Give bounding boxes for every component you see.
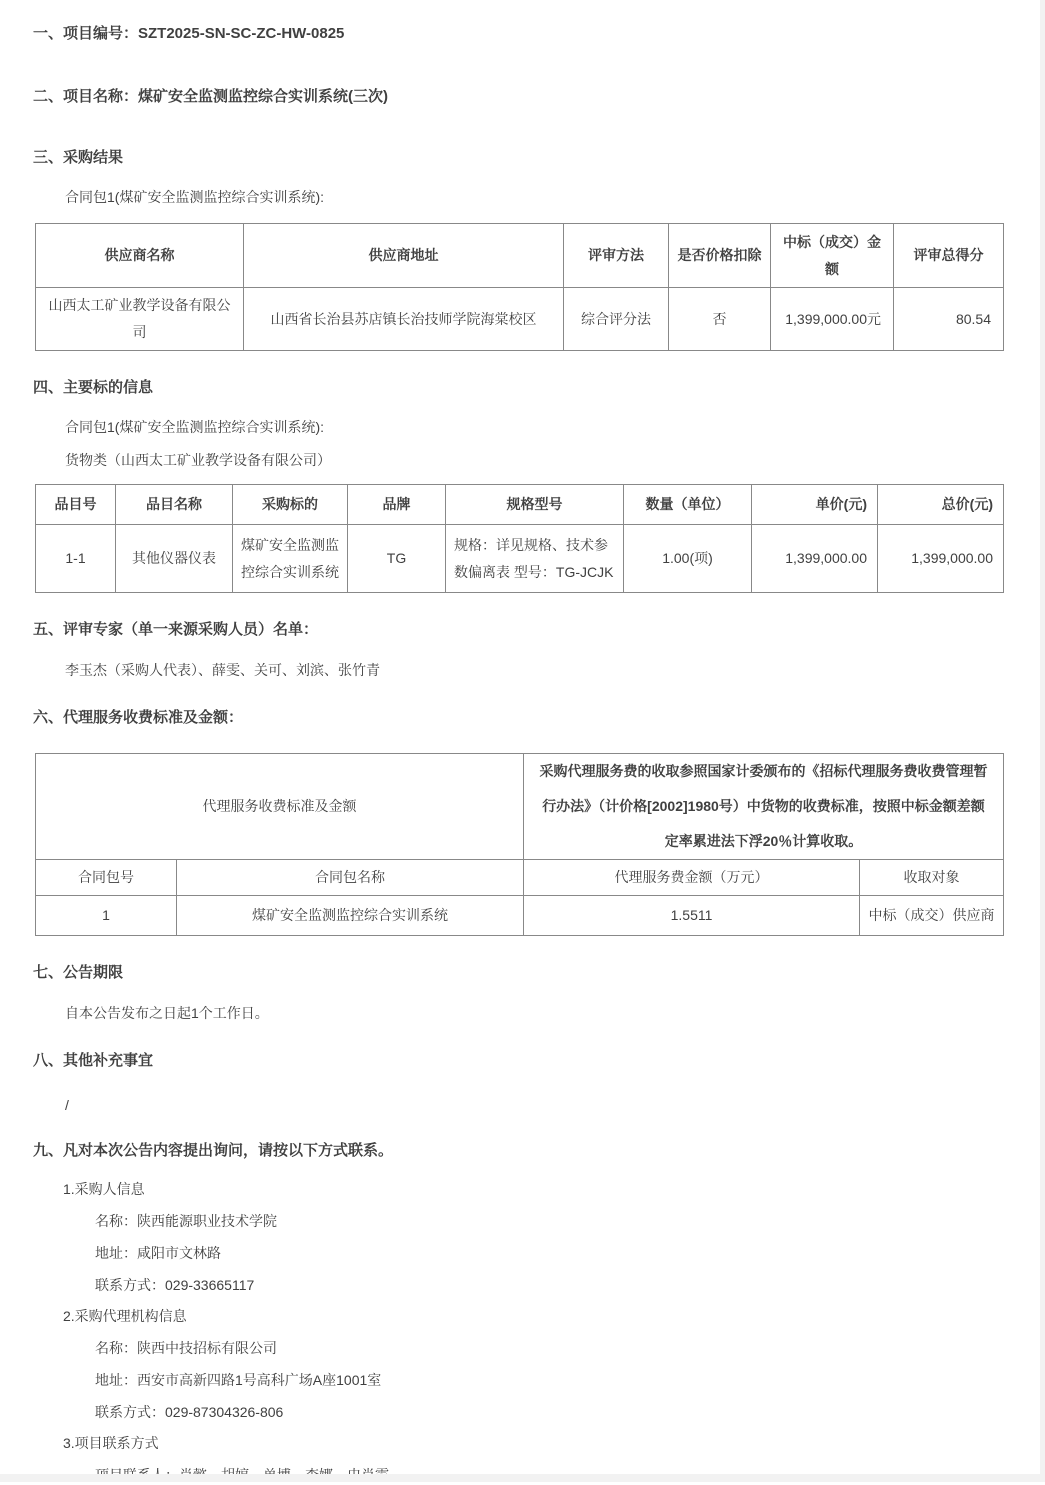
price-deduction-cell: 否 bbox=[669, 288, 771, 351]
agency-phone-line: 联系方式：029-87304326-806 bbox=[95, 1404, 284, 1420]
goods-category-note: 货物类（山西太工矿业教学设备有限公司） bbox=[65, 452, 331, 468]
brand-header: 品牌 bbox=[348, 485, 446, 525]
agency-fee-standard-description: 采购代理服务费的收取参照国家计委颁布的《招标代理服务费收费管理暂行办法》（计价格[2002]1980号）中货物的收费标准，按照中标金额差额定率累进法下浮20％计算收取。 bbox=[524, 754, 1004, 860]
table-header-row bbox=[36, 224, 1004, 288]
page-right-edge bbox=[1040, 0, 1045, 1482]
announcement-period-body: 自本公告发布之日起1个工作日。 bbox=[65, 1005, 269, 1021]
purchaser-name-line: 名称：陕西能源职业技术学院 bbox=[95, 1213, 277, 1229]
announcement-period-heading: 七、公告期限 bbox=[33, 964, 124, 981]
item-name-header: 品目名称 bbox=[116, 485, 233, 525]
bid-target-table bbox=[35, 484, 1004, 593]
project-contact-title: 3.项目联系方式 bbox=[63, 1435, 159, 1451]
purchaser-info-title: 1.采购人信息 bbox=[63, 1181, 145, 1197]
contract-package-note-2: 合同包1(煤矿安全监测监控综合实训系统): bbox=[65, 419, 324, 435]
agency-fee-table bbox=[35, 753, 1004, 936]
supplier-address-cell: 山西省长治县苏店镇长治技师学院海棠校区 bbox=[244, 288, 564, 351]
total-price-header: 总价(元) bbox=[878, 485, 1004, 525]
spec-model-header: 规格型号 bbox=[446, 485, 624, 525]
table-header-row bbox=[36, 485, 1004, 525]
procurement-result-heading: 三、采购结果 bbox=[33, 149, 124, 166]
quantity-header: 数量（单位） bbox=[624, 485, 752, 525]
price-deduction-header: 是否价格扣除 bbox=[669, 224, 771, 288]
purchaser-phone-line: 联系方式：029-33665117 bbox=[95, 1277, 255, 1293]
contract-package-note: 合同包1(煤矿安全监测监控综合实训系统): bbox=[65, 189, 324, 205]
quantity-cell: 1.00(项) bbox=[624, 525, 752, 593]
page-bottom-edge bbox=[0, 1474, 1045, 1482]
review-method-cell: 综合评分法 bbox=[564, 288, 669, 351]
table-header-row bbox=[36, 860, 1004, 896]
procurement-target-cell: 煤矿安全监测监控综合实训系统 bbox=[233, 525, 348, 593]
total-price-cell: 1,399,000.00 bbox=[878, 525, 1004, 593]
review-experts-heading: 五、评审专家（单一来源采购人员）名单： bbox=[33, 621, 319, 638]
package-name-header: 合同包名称 bbox=[177, 860, 524, 896]
procurement-result-table bbox=[35, 223, 1004, 351]
agency-fee-heading: 六、代理服务收费标准及金额： bbox=[33, 709, 244, 726]
procurement-target-header: 采购标的 bbox=[233, 485, 348, 525]
agency-fee-amount-cell: 1.5511 bbox=[524, 896, 860, 936]
item-no-header: 品目号 bbox=[36, 485, 116, 525]
unit-price-cell: 1,399,000.00 bbox=[752, 525, 878, 593]
table-row bbox=[36, 288, 1004, 351]
package-no-header: 合同包号 bbox=[36, 860, 177, 896]
fee-payer-header: 收取对象 bbox=[860, 860, 1004, 896]
brand-cell: TG bbox=[348, 525, 446, 593]
supplier-address-header: 供应商地址 bbox=[244, 224, 564, 288]
review-score-cell: 80.54 bbox=[894, 288, 1004, 351]
review-score-header: 评审总得分 bbox=[894, 224, 1004, 288]
spec-model-cell: 规格：详见规格、技术参数偏离表 型号：TG-JCJK bbox=[446, 525, 624, 593]
review-experts-list: 李玉杰（采购人代表）、薛雯、关可、刘滨、张竹青 bbox=[65, 662, 380, 678]
project-number-heading: 一、项目编号：SZT2025-SN-SC-ZC-HW-0825 bbox=[33, 25, 345, 42]
agency-fee-amount-header: 代理服务费金额（万元） bbox=[524, 860, 860, 896]
table-row bbox=[36, 525, 1004, 593]
unit-price-header: 单价(元) bbox=[752, 485, 878, 525]
agency-info-group bbox=[33, 1307, 1003, 1422]
award-amount-cell: 1,399,000.00元 bbox=[771, 288, 894, 351]
supplier-name-cell: 山西太工矿业教学设备有限公司 bbox=[36, 288, 244, 351]
agency-fee-standard-row bbox=[36, 754, 1004, 860]
table-row bbox=[36, 896, 1004, 936]
other-matters-body: / bbox=[65, 1097, 69, 1113]
bid-target-heading: 四、主要标的信息 bbox=[33, 379, 154, 396]
award-amount-header: 中标（成交）金额 bbox=[771, 224, 894, 288]
item-name-cell: 其他仪器仪表 bbox=[116, 525, 233, 593]
package-name-cell: 煤矿安全监测监控综合实训系统 bbox=[177, 896, 524, 936]
supplier-name-header: 供应商名称 bbox=[36, 224, 244, 288]
purchaser-address-line: 地址：咸阳市文林路 bbox=[95, 1245, 221, 1261]
purchaser-info-group bbox=[33, 1180, 1003, 1295]
agency-address-line: 地址：西安市高新四路1号高科广场A座1001室 bbox=[95, 1372, 382, 1388]
agency-name-line: 名称：陕西中技招标有限公司 bbox=[95, 1340, 277, 1356]
fee-payer-cell: 中标（成交）供应商 bbox=[860, 896, 1004, 936]
item-no-cell: 1-1 bbox=[36, 525, 116, 593]
other-matters-heading: 八、其他补充事宜 bbox=[33, 1052, 154, 1069]
contact-section-heading: 九、凡对本次公告内容提出询问，请按以下方式联系。 bbox=[33, 1142, 394, 1159]
package-no-cell: 1 bbox=[36, 896, 177, 936]
agency-info-title: 2.采购代理机构信息 bbox=[63, 1308, 187, 1324]
agency-fee-standard-label: 代理服务收费标准及金额 bbox=[36, 754, 524, 860]
review-method-header: 评审方法 bbox=[564, 224, 669, 288]
project-name-heading: 二、项目名称：煤矿安全监测监控综合实训系统(三次) bbox=[33, 88, 388, 105]
